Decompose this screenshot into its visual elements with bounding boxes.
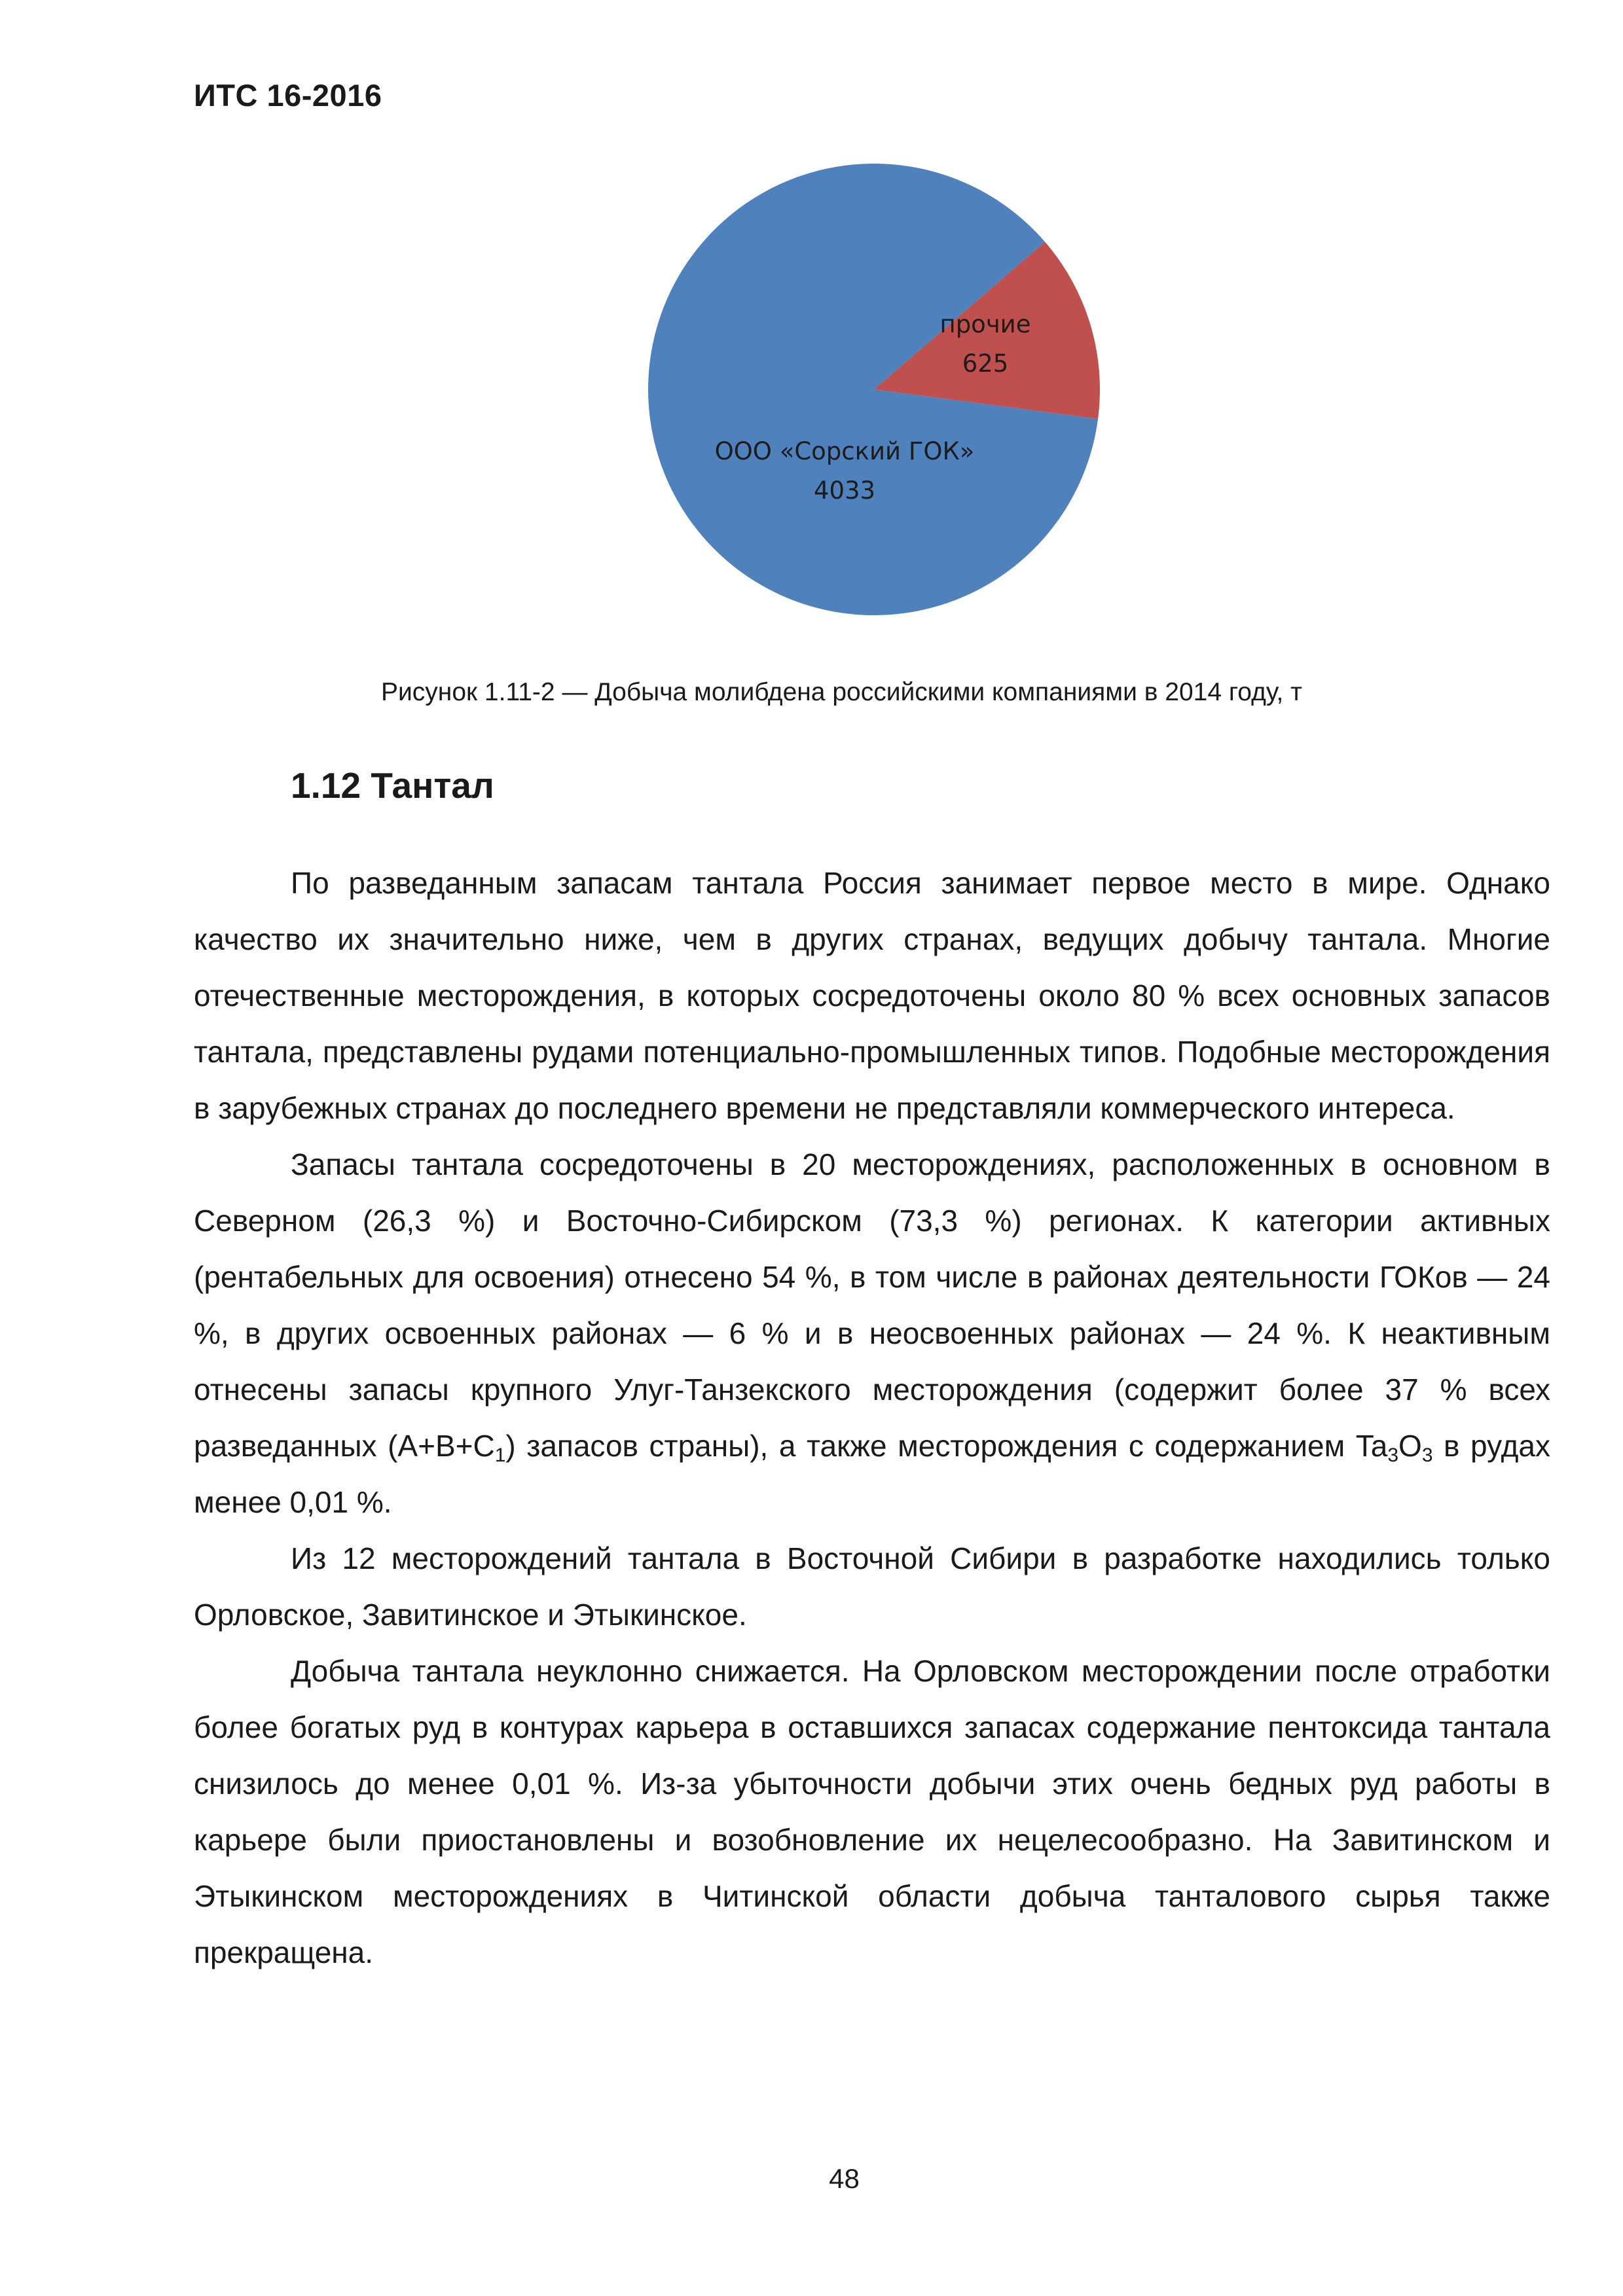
paragraph-4: Добыча тантала неуклонно снижается. На Орловском месторождении после отработки более богатых руд в контурах карьера в оставшихся запасах содержание пентоксида тантала снизилось до менее 0,01 %. Из-за убыточности добычи этих очень бедных руд работы в карьере были приостановлены и возобновление их нецелесообразно. На Завитинском и Этыкинском месторождениях в Читинской области добыча танталового сырья также прекращена. (194, 1654, 1550, 1969)
subscript-c1: 1 (494, 1444, 506, 1466)
pie-label-sorsky-gok-value: 4033 (813, 476, 876, 505)
paragraph-2-part-b: ) запасов страны), а также месторождения с содержанием Ta (505, 1429, 1388, 1463)
paragraph-2-part-d: в рудах менее 0,01 %. (194, 1429, 1550, 1519)
subscript-ta3: 3 (1387, 1444, 1399, 1466)
paragraph-1: По разведанным запасам тантала Россия занимает первое место в мире. Однако качество их значительно ниже, чем в других странах, ведущих добычу тантала. Многие отечественные месторождения, в которых сосредоточены около 80 % всех основных запасов тантала, представлены рудами потенциально-промышленных типов. Подобные месторождения в зарубежных странах до последнего времени не представляли коммерческого интереса. (194, 866, 1550, 1125)
section-title: 1.12 Тантал (291, 765, 494, 806)
paragraph-3: Из 12 месторождений тантала в Восточной Сибири в разработке находились только Орловское, Завитинское и Этыкинское. (194, 1541, 1550, 1632)
pie-label-others-value: 625 (962, 350, 1009, 378)
body-text (194, 855, 1550, 1981)
subscript-o3: 3 (1421, 1444, 1433, 1466)
pie-label-sorsky-gok-name: ООО «Сорский ГОК» (714, 437, 975, 465)
pie-chart (629, 164, 1120, 635)
page-number: 48 (829, 2163, 860, 2194)
paragraph-2 (194, 1136, 1550, 1530)
document-code: ИТС 16-2016 (194, 78, 382, 113)
pie-chart-svg (629, 164, 1120, 635)
paragraph-2-part-a: Запасы тантала сосредоточены в 20 месторождениях, расположенных в основном в Северном (26,3 %) и Восточно-Сибирском (73,3 %) регионах. К категории активных (рентабельных для освоения) отнесено 54 %, в том числе в районах деятельности ГОКов — 24 %, в других освоенных районах — 6 % и в неосвоенных районах — 24 %. К неактивным отнесены запасы крупного Улуг-Танзекского месторождения (содержит более 37 % всех разведанных (А+В+С (194, 1147, 1550, 1463)
paragraph-2-part-c: O (1398, 1429, 1422, 1463)
figure-caption: Рисунок 1.11-2 — Добыча молибдена российскими компаниями в 2014 году, т (381, 678, 1302, 706)
pie-label-others-name: прочие (939, 310, 1031, 338)
